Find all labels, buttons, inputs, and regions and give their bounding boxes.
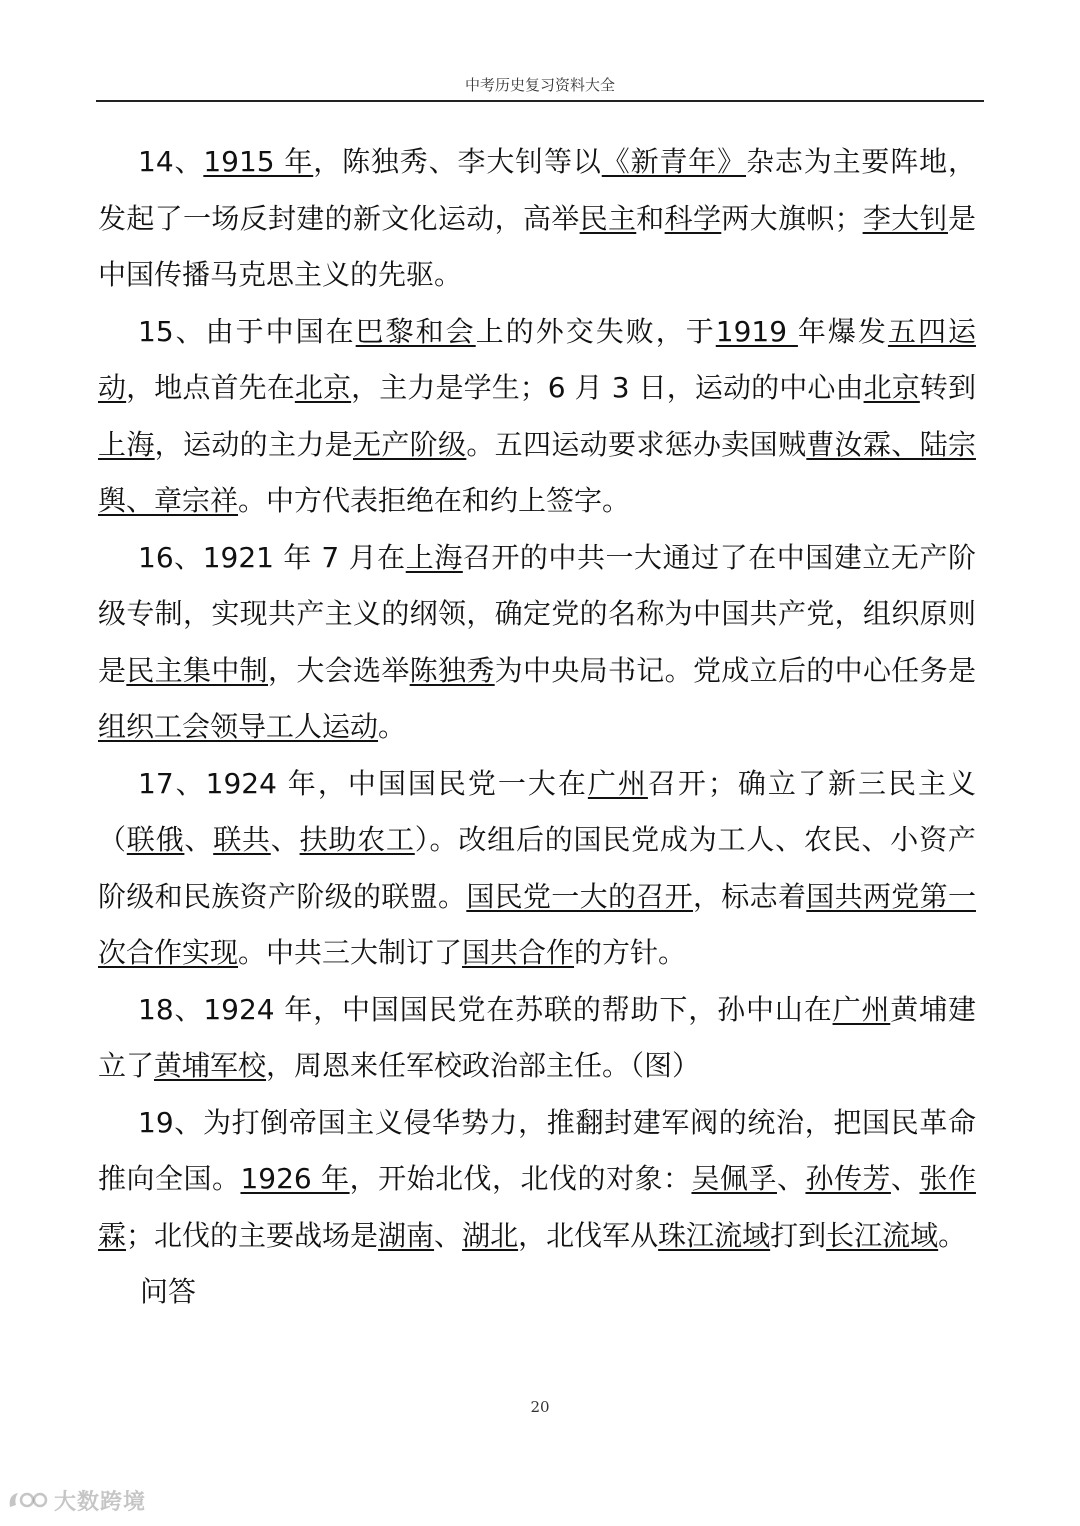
underlined-keyterm: 上海 <box>405 540 463 574</box>
underlined-keyterm: 《新青年》 <box>601 145 747 178</box>
text-run: ，地点首先在 <box>126 371 295 404</box>
underlined-keyterm: 广州 <box>832 992 891 1026</box>
underlined-keyterm: 国民党一大的召开 <box>466 879 693 913</box>
underlined-keyterm: 湖南 <box>378 1218 435 1252</box>
text-run: ，陈独秀、李大钊等以 <box>313 145 602 178</box>
text-run: 年爆发 <box>797 314 888 348</box>
text-run: 是中国传播马克思主义的先驱。 <box>98 201 976 291</box>
text-run: 黄埔建立了 <box>98 992 976 1082</box>
underlined-keyterm: 无产阶级 <box>353 427 467 461</box>
text-run: 。五四运动要求惩办卖国贼 <box>466 427 807 461</box>
underlined-keyterm: 张作霖 <box>98 1162 976 1252</box>
underlined-keyterm: 民主集中制 <box>126 653 268 687</box>
underlined-keyterm: 1926 年 <box>240 1162 350 1195</box>
text-run: 召开；确立了新三民主义（ <box>98 766 976 856</box>
text-run: ，周恩来任军校政治部主任。（图） <box>266 1049 701 1082</box>
text-run: ，北伐军从 <box>518 1218 659 1252</box>
text-run: 16、1921 年 7 月在 <box>138 540 406 574</box>
text-run: 、 <box>434 1218 463 1252</box>
underlined-keyterm: 北京 <box>863 371 920 404</box>
underlined-keyterm: 国共两党第一次合作实现 <box>98 879 976 969</box>
text-run: 上的外交失败，于 <box>475 314 716 348</box>
text-run: 、 <box>776 1162 806 1195</box>
text-run: 打到 <box>770 1218 827 1252</box>
underlined-keyterm: 上海 <box>98 427 155 461</box>
underlined-keyterm: 科学 <box>664 201 722 235</box>
document-body <box>98 134 976 1321</box>
text-run: 、 <box>890 1162 920 1195</box>
underlined-keyterm: 湖北 <box>462 1218 519 1252</box>
paragraph-16 <box>98 530 976 756</box>
text-run: 和 <box>636 201 665 235</box>
subheading-qa: 问答 <box>140 1275 197 1308</box>
page-header <box>96 72 984 102</box>
underlined-keyterm: 李大钊 <box>862 201 948 235</box>
underlined-keyterm: 吴佩孚 <box>691 1162 777 1195</box>
underlined-keyterm: 黄埔军校 <box>154 1049 267 1082</box>
paragraph-18 <box>98 982 976 1095</box>
text-run: 15、由于中国在 <box>138 314 356 348</box>
underlined-keyterm: 孙传芳 <box>805 1162 891 1195</box>
underlined-keyterm: 1919 <box>715 314 798 348</box>
text-run: ，大会选举 <box>268 653 410 687</box>
brand-logo-icon <box>6 1487 48 1513</box>
text-run: 18、1924 年，中国国民党在苏联的帮助下，孙中山在 <box>138 992 833 1026</box>
text-run: 14、 <box>138 145 204 178</box>
text-run: 17、1924 年，中国国民党一大在 <box>138 766 588 800</box>
text-run: ，运动的主力是 <box>154 427 353 461</box>
page-number: 20 <box>530 1398 550 1416</box>
text-run: ）。改组后的国民党成为工人、农民、小资产阶级和民族资产阶级的联盟。 <box>98 823 976 913</box>
text-run: 。 <box>378 710 407 743</box>
paragraph-19 <box>98 1095 976 1265</box>
text-run: ，主力是学生；6 月 3 日，运动的中心由 <box>351 371 864 404</box>
underlined-keyterm: 长江流域 <box>826 1218 939 1252</box>
text-run: 两大旗帜； <box>721 201 863 235</box>
header-title: 中考历史复习资料大全 <box>464 76 615 94</box>
underlined-keyterm: 陈独秀 <box>409 653 495 687</box>
underlined-keyterm: 巴黎和会 <box>355 314 476 348</box>
underlined-keyterm: 组织工会领导工人运动 <box>98 710 379 743</box>
text-run: 19、为打倒帝国主义侵华势力，推翻封建军阀的统治，把国民革命推向全国。 <box>98 1105 976 1195</box>
text-run: 、 <box>184 823 214 856</box>
underlined-keyterm: 曹汝霖、陆宗舆、章宗祥 <box>98 427 976 517</box>
underlined-keyterm: 广州 <box>587 766 648 800</box>
underlined-keyterm: 五四运动 <box>98 314 976 404</box>
underlined-keyterm: 扶助农工 <box>299 823 415 856</box>
paragraph-14 <box>98 134 976 304</box>
text-run: 。 <box>938 1218 967 1252</box>
underlined-keyterm: 民主 <box>579 201 637 235</box>
underlined-keyterm: 北京 <box>294 371 352 404</box>
text-run: 召开的中共一大通过了在中国建立无产阶级专制，实现共产主义的纲领，确定党的名称为中国共产党，组织原则是 <box>98 540 976 687</box>
text-run: 杂志为主要阵地，发起了一场反封建的新文化运动，高举 <box>98 145 976 235</box>
text-run: 。中方代表拒绝在和约上签字。 <box>238 484 631 517</box>
text-run: ；北伐的主要战场是 <box>126 1218 379 1252</box>
underlined-keyterm: 联共 <box>213 823 271 856</box>
paragraph-15 <box>98 304 976 530</box>
text-run: 转到 <box>919 371 976 404</box>
watermark <box>6 1484 146 1516</box>
text-run: 。中共三大制订了 <box>238 936 463 969</box>
text-run: ，标志着 <box>692 879 807 913</box>
underlined-keyterm: 联俄 <box>126 823 185 856</box>
underlined-keyterm: 国共合作 <box>462 936 575 969</box>
text-run: 、 <box>270 823 300 856</box>
underlined-keyterm: 1915 年 <box>203 145 314 178</box>
text-run: 的方针。 <box>574 936 687 969</box>
text-run: ，开始北伐，北伐的对象： <box>349 1162 692 1195</box>
watermark-text: 大数跨境 <box>54 1489 147 1515</box>
paragraph-17 <box>98 756 976 982</box>
underlined-keyterm: 珠江流域 <box>658 1218 771 1252</box>
text-run: 为中央局书记。党成立后的中心任务是 <box>494 653 976 687</box>
